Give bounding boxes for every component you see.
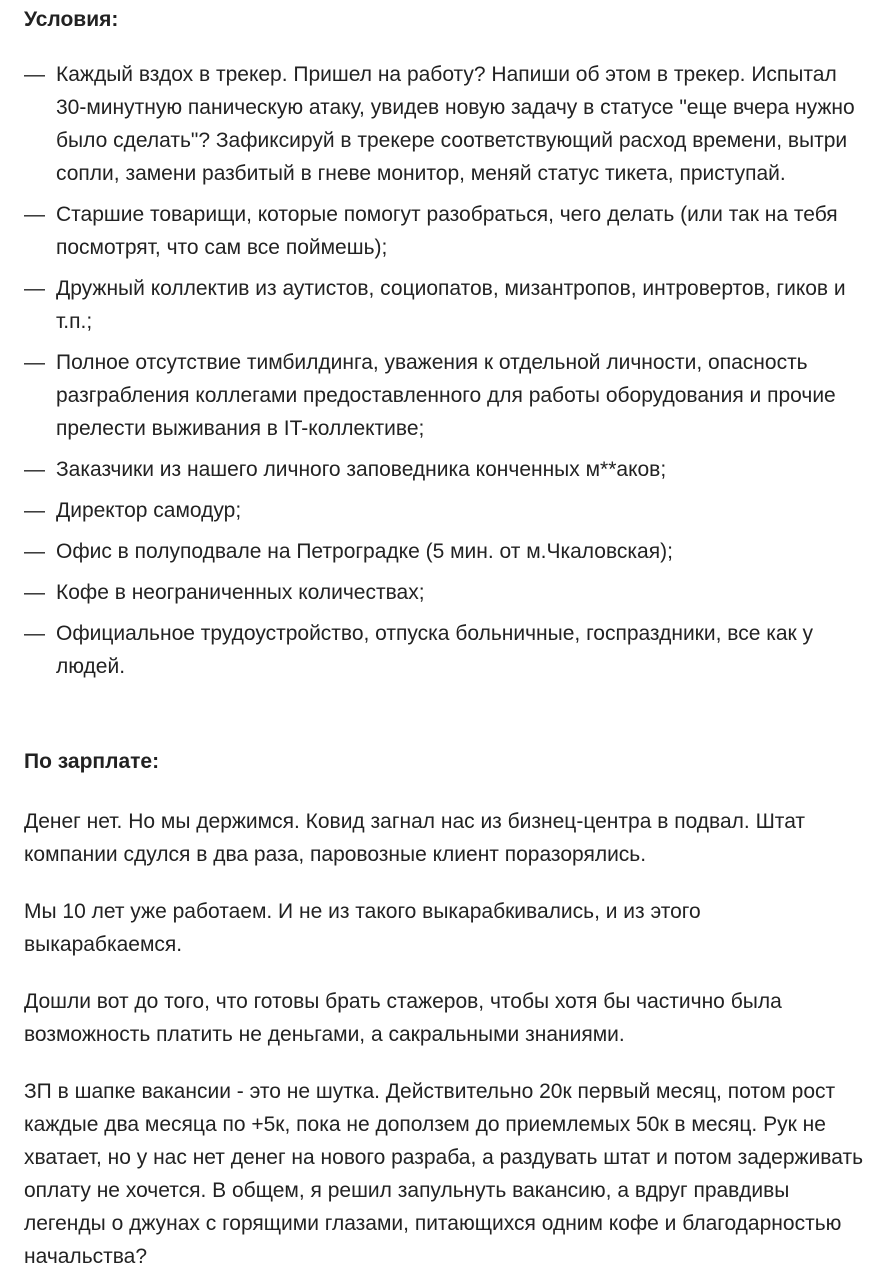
list-item-text: Заказчики из нашего личного заповедника конченных м**аков;	[56, 458, 667, 481]
dash-bullet: —	[24, 499, 45, 522]
salary-paragraph: Мы 10 лет уже работаем. И не из такого выкарабкивались, и из этого выкарабкаемся.	[24, 900, 701, 956]
dash-bullet: —	[24, 277, 45, 300]
list-item-text: Директор самодур;	[56, 499, 242, 522]
list-item-text: Каждый вздох в трекер. Пришел на работу? Напиши об этом в трекер. Испытал 30-минутную паническую атаку, увидев новую задачу в статусе "еще вчера нужно было сделать"? Зафиксируй в трекере соответствующий расход времени, вытри сопли, замени разбитый в гневе монитор, меняй статус тикета, приступай.	[56, 63, 855, 185]
list-item	[24, 198, 864, 264]
dash-bullet: —	[24, 203, 45, 226]
list-item	[24, 58, 864, 190]
salary-paragraph: ЗП в шапке вакансии - это не шутка. Действительно 20к первый месяц, потом рост каждые два месяца по +5к, пока не доползем до приемлемых 50к в месяц. Рук не хватает, но у нас нет денег на нового разраба, а раздувать штат и потом задерживать оплату не хочется. В общем, я решил запульнуть вакансию, а вдруг правдивы легенды о джунах с горящими глазами, питающихся одним кофе и благодарностью начальства?	[24, 1080, 864, 1268]
list-item	[24, 576, 864, 609]
salary-paragraph: Денег нет. Но мы держимся. Ковид загнал нас из бизнец-центра в подвал. Штат компании сдулся в два раза, паровозные клиент поразорялись.	[24, 810, 806, 866]
list-item-text: Официальное трудоустройство, отпуска больничные, госпраздники, все как у людей.	[56, 622, 814, 678]
list-item-text: Кофе в неограниченных количествах;	[56, 581, 425, 604]
list-item-text: Старшие товарищи, которые помогут разобраться, чего делать (или так на тебя посмотрят, что сам все поймешь);	[56, 203, 838, 259]
list-item	[24, 535, 864, 568]
list-item-text: Офис в полуподвале на Петроградке (5 мин. от м.Чкаловская);	[56, 540, 673, 563]
salary-paragraph: Дошли вот до того, что готовы брать стажеров, чтобы хотя бы частично была возможность платить не деньгами, а сакральными знаниями.	[24, 990, 782, 1046]
dash-bullet: —	[24, 540, 45, 563]
conditions-heading: Условия:	[24, 8, 119, 31]
dash-bullet: —	[24, 622, 45, 645]
salary-heading: По зарплате:	[24, 750, 160, 773]
list-item	[24, 494, 864, 527]
conditions-list	[24, 58, 864, 691]
dash-bullet: —	[24, 581, 45, 604]
list-item	[24, 272, 864, 338]
list-item	[24, 453, 864, 486]
list-item	[24, 346, 864, 445]
dash-bullet: —	[24, 351, 45, 374]
dash-bullet: —	[24, 458, 45, 481]
dash-bullet: —	[24, 63, 45, 86]
list-item-text: Дружный коллектив из аутистов, социопатов, мизантропов, интровертов, гиков и т.п.;	[56, 277, 846, 333]
list-item	[24, 617, 864, 683]
list-item-text: Полное отсутствие тимбилдинга, уважения к отдельной личности, опасность разграбления коллегами предоставленного для работы оборудования и прочие прелести выживания в IT-коллективе;	[56, 351, 836, 440]
